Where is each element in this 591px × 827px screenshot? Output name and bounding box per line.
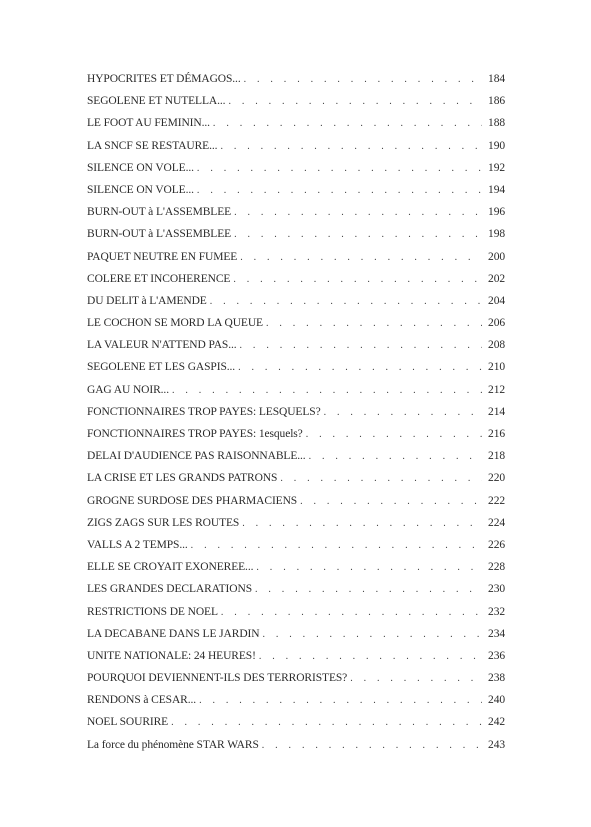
toc-entry-page: 243 [488, 738, 505, 751]
toc-entry-page: 222 [488, 494, 505, 507]
toc-entry-title: GAG AU NOIR... [87, 383, 169, 396]
dot-leader [256, 560, 482, 576]
toc-entry [87, 604, 505, 626]
dot-leader [197, 183, 482, 199]
toc-entry [87, 293, 505, 315]
dot-leader [280, 471, 482, 487]
dot-leader [259, 649, 482, 665]
toc-entry-page: 230 [488, 583, 505, 596]
toc-entry-page: 228 [488, 561, 505, 574]
toc-entry-title: SEGOLENE ET LES GASPIS... [87, 361, 236, 374]
toc-entry [87, 626, 505, 648]
toc-entry-title: LE COCHON SE MORD LA QUEUE [87, 317, 263, 330]
toc-entry-page: 198 [488, 228, 505, 241]
toc-entry-page: 210 [488, 361, 505, 374]
toc-entry-page: 188 [488, 117, 505, 130]
toc-entry-page: 184 [488, 73, 505, 85]
toc-entry-title: LES GRANDES DECLARATIONS [87, 583, 252, 596]
dot-leader [191, 538, 482, 554]
dot-leader [350, 671, 482, 687]
toc-entry-title: ELLE SE CROYAIT EXONEREE... [87, 561, 254, 574]
toc-entry-title: COLERE ET INCOHERENCE [87, 272, 231, 285]
toc-entry [87, 559, 505, 581]
toc-entry [87, 160, 505, 182]
toc-entry-page: 190 [488, 139, 505, 152]
dot-leader [172, 383, 482, 399]
toc-entry-page: 216 [488, 428, 505, 440]
dot-leader [306, 427, 482, 443]
dot-leader [210, 294, 482, 310]
dot-leader [262, 738, 482, 754]
dot-leader [234, 227, 482, 243]
toc-entry-title: HYPOCRITES ET DÉMAGOS... [87, 73, 241, 85]
toc-entry-title: DELAI D'AUDIENCE PAS RAISONNABLE... [87, 450, 306, 463]
dot-leader [221, 605, 482, 621]
toc-entry [87, 271, 505, 293]
toc-entry-title: SILENCE ON VOLE... [87, 183, 194, 196]
toc-entry [87, 204, 505, 226]
dot-leader [324, 405, 482, 421]
toc-entry-page: 212 [488, 383, 505, 396]
toc-entry-title: FONCTIONNAIRES TROP PAYES: LESQUELS? [87, 405, 321, 418]
dot-leader [233, 272, 482, 288]
toc-entry-page: 226 [488, 538, 505, 551]
table-of-contents [87, 71, 505, 759]
toc-entry [87, 337, 505, 359]
toc-entry-page: 242 [488, 716, 505, 729]
toc-entry-page: 232 [488, 605, 505, 618]
toc-entry [87, 138, 505, 160]
toc-entry [87, 426, 505, 448]
toc-entry-title: NOEL SOURIRE [87, 716, 169, 729]
toc-entry-page: 196 [488, 206, 505, 219]
toc-entry [87, 226, 505, 248]
toc-entry-page: 236 [488, 649, 505, 662]
toc-entry-title: ZIGS ZAGS SUR LES ROUTES [87, 516, 240, 529]
dot-leader [199, 693, 482, 709]
toc-entry-page: 204 [488, 294, 505, 307]
dot-leader [220, 139, 482, 155]
toc-entry [87, 448, 505, 470]
toc-entry-page: 240 [488, 694, 505, 707]
toc-entry-page: 224 [488, 516, 505, 529]
toc-entry [87, 515, 505, 537]
toc-entry-title: RENDONS à CESAR... [87, 694, 197, 707]
toc-entry-page: 218 [488, 450, 505, 463]
dot-leader [300, 494, 482, 510]
dot-leader [242, 516, 482, 532]
toc-entry [87, 670, 505, 692]
dot-leader [262, 627, 482, 643]
toc-entry-title: LA SNCF SE RESTAURE... [87, 139, 218, 152]
toc-entry [87, 404, 505, 426]
dot-leader [213, 116, 482, 132]
toc-entry [87, 382, 505, 404]
toc-entry-title: FONCTIONNAIRES TROP PAYES: 1esquels? [87, 428, 303, 440]
toc-entry [87, 315, 505, 337]
toc-entry-title: POURQUOI DEVIENNENT-ILS DES TERRORISTES? [87, 672, 348, 685]
toc-entry-page: 238 [488, 672, 505, 685]
toc-entry [87, 692, 505, 714]
toc-entry-page: 200 [488, 250, 505, 263]
toc-entry [87, 115, 505, 137]
toc-entry-page: 208 [488, 339, 505, 352]
dot-leader [244, 72, 482, 88]
toc-entry-title: UNITE NATIONALE: 24 HEURES! [87, 649, 256, 662]
toc-entry-page: 186 [488, 95, 505, 108]
dot-leader [197, 161, 482, 177]
toc-entry [87, 537, 505, 559]
toc-entry [87, 470, 505, 492]
dot-leader [255, 582, 482, 598]
toc-entry [87, 581, 505, 603]
toc-entry [87, 493, 505, 515]
toc-entry-page: 192 [488, 161, 505, 174]
dot-leader [309, 449, 482, 465]
toc-entry [87, 737, 505, 759]
toc-entry-title: DU DELIT à L'AMENDE [87, 294, 207, 307]
toc-entry-title: BURN-OUT à L'ASSEMBLEE [87, 228, 232, 241]
toc-entry-title: SEGOLENE ET NUTELLA... [87, 95, 226, 108]
toc-entry-title: La force du phénomène STAR WARS [87, 738, 259, 751]
toc-entry-page: 214 [488, 405, 505, 418]
toc-entry-title: LA CRISE ET LES GRANDS PATRONS [87, 472, 278, 485]
toc-entry-page: 202 [488, 272, 505, 285]
dot-leader [171, 715, 482, 731]
dot-leader [266, 316, 482, 332]
toc-entry [87, 359, 505, 381]
dot-leader [240, 338, 482, 354]
toc-entry [87, 71, 505, 93]
toc-entry-title: VALLS A 2 TEMPS... [87, 538, 188, 551]
toc-entry-page: 220 [488, 472, 505, 485]
toc-entry-title: LA DECABANE DANS LE JARDIN [87, 627, 260, 640]
toc-entry [87, 714, 505, 736]
toc-entry-title: LE FOOT AU FEMININ... [87, 117, 210, 130]
toc-entry-title: RESTRICTIONS DE NOEL [87, 605, 218, 618]
toc-entry-title: SILENCE ON VOLE... [87, 161, 194, 174]
toc-entry [87, 648, 505, 670]
toc-entry-page: 194 [488, 183, 505, 196]
toc-entry [87, 182, 505, 204]
toc-entry [87, 249, 505, 271]
toc-entry-page: 206 [488, 317, 505, 330]
dot-leader [238, 360, 482, 376]
dot-leader [228, 94, 482, 110]
toc-entry [87, 93, 505, 115]
toc-entry-title: LA VALEUR N'ATTEND PAS... [87, 339, 237, 352]
dot-leader [240, 250, 482, 266]
dot-leader [234, 205, 482, 221]
toc-entry-page: 234 [488, 627, 505, 640]
toc-entry-title: GROGNE SURDOSE DES PHARMACIENS [87, 494, 298, 507]
toc-entry-title: BURN-OUT à L'ASSEMBLEE [87, 206, 232, 219]
toc-entry-title: PAQUET NEUTRE EN FUMEE [87, 250, 238, 263]
